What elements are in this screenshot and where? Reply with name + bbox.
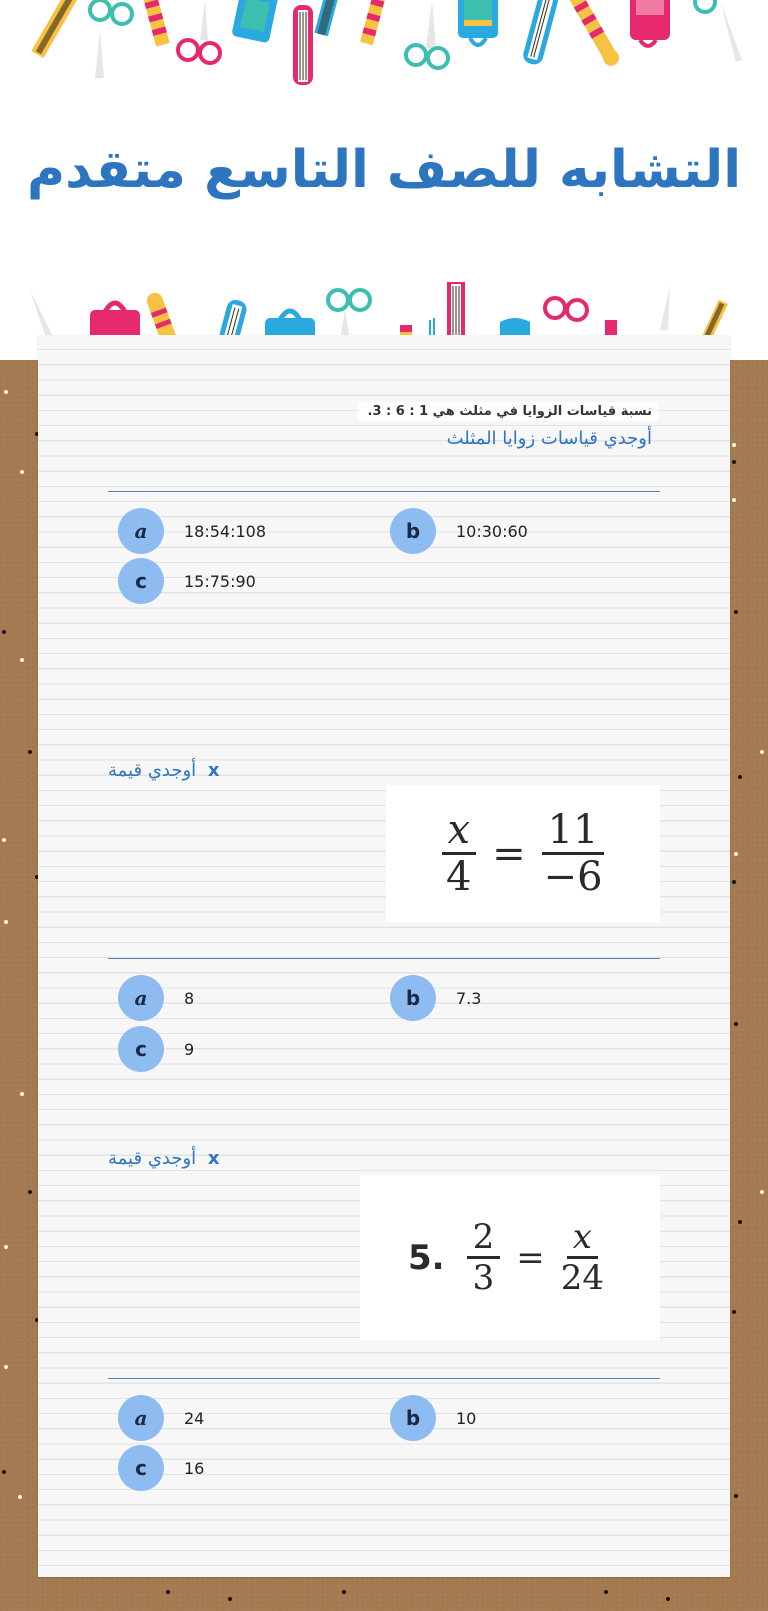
option-a[interactable] — [118, 975, 194, 1021]
option-letter-badge: a — [118, 508, 164, 554]
divider — [108, 1378, 660, 1379]
fraction-rhs — [560, 1217, 604, 1298]
denominator: 24 — [560, 1258, 604, 1298]
page-title: التشابه للصف التاسع متقدم — [26, 140, 742, 200]
divider — [108, 491, 660, 492]
option-letter-badge: b — [390, 508, 436, 554]
decoration-dot — [4, 1365, 8, 1369]
decoration-dot — [28, 750, 32, 754]
question-prompt-text: أوجدي قيمة — [108, 760, 197, 781]
option-text: 10:30:60 — [456, 521, 528, 541]
option-b[interactable] — [390, 975, 481, 1021]
decoration-dot — [166, 1590, 170, 1594]
decoration-dot — [760, 1190, 764, 1194]
equals-sign: = — [516, 1237, 545, 1278]
option-text: 15:75:90 — [184, 571, 256, 591]
fraction-lhs — [442, 807, 477, 900]
option-text: 8 — [184, 988, 195, 1008]
decoration-dot — [732, 498, 736, 502]
denominator: 4 — [446, 854, 472, 900]
option-text: 16 — [184, 1458, 205, 1478]
option-letter-badge: b — [390, 975, 436, 1021]
decoration-dot — [4, 1245, 8, 1249]
numerator: 11 — [542, 810, 605, 855]
option-text: 24 — [184, 1408, 205, 1428]
option-text: 7.3 — [456, 988, 482, 1008]
decoration-dot — [2, 630, 6, 634]
decoration-dot — [20, 470, 24, 474]
option-text: 9 — [184, 1039, 195, 1059]
option-letter-badge: a — [118, 1395, 164, 1441]
numerator: x — [442, 810, 477, 855]
denominator: −6 — [543, 854, 603, 900]
option-letter-badge: a — [118, 975, 164, 1021]
decoration-dot — [666, 1597, 670, 1601]
decoration-dot — [732, 880, 736, 884]
school-supplies-illustration-icon — [0, 0, 768, 100]
decoration-dot — [734, 852, 738, 856]
problem-number: 5. — [408, 1237, 445, 1278]
decoration-dot — [342, 1590, 346, 1594]
fraction-lhs — [467, 1217, 501, 1298]
decoration-dot — [2, 838, 6, 842]
denominator: 3 — [472, 1258, 495, 1298]
decoration-dot — [4, 920, 8, 924]
decoration-dot — [734, 1022, 738, 1026]
numerator: x — [567, 1220, 598, 1259]
divider — [108, 958, 660, 959]
question-text: نسبة قياسات الزوايا في مثلث هي 1 : 6 : 3. — [358, 402, 658, 421]
option-c[interactable] — [118, 1026, 194, 1072]
decoration-dot — [760, 750, 764, 754]
decoration-dot — [28, 1190, 32, 1194]
option-letter-badge: c — [118, 1026, 164, 1072]
option-text: 18:54:108 — [184, 521, 267, 541]
fraction-rhs — [542, 807, 605, 900]
option-letter-badge: b — [390, 1395, 436, 1441]
decoration-dot — [18, 1495, 22, 1499]
option-c[interactable] — [118, 558, 256, 604]
decoration-dot — [20, 658, 24, 662]
question-prompt: أوجدي قياسات زوايا المثلث — [446, 428, 652, 449]
numerator: 2 — [467, 1220, 501, 1259]
decoration-dot — [228, 1597, 232, 1601]
equation-image — [386, 785, 660, 922]
decorative-banner-bottom — [0, 270, 768, 340]
decoration-dot — [734, 610, 738, 614]
question-prompt — [108, 1148, 220, 1169]
option-a[interactable] — [118, 508, 266, 554]
option-c[interactable] — [118, 1445, 204, 1491]
option-b[interactable] — [390, 508, 528, 554]
option-b[interactable] — [390, 1395, 476, 1441]
decoration-dot — [732, 460, 736, 464]
option-text: 10 — [456, 1408, 477, 1428]
equals-sign: = — [492, 830, 526, 877]
decoration-dot — [604, 1590, 608, 1594]
decoration-dot — [738, 1220, 742, 1224]
equation-image — [360, 1175, 660, 1340]
decoration-dot — [20, 1092, 24, 1096]
question-prompt-text: أوجدي قيمة — [108, 1148, 197, 1169]
decoration-dot — [732, 443, 736, 447]
decoration-dot — [732, 1310, 736, 1314]
x-variable-icon: x — [207, 760, 220, 781]
school-supplies-illustration-icon — [0, 270, 768, 340]
option-letter-badge: c — [118, 1445, 164, 1491]
option-letter-badge: c — [118, 558, 164, 604]
option-a[interactable] — [118, 1395, 204, 1441]
decoration-dot — [4, 390, 8, 394]
question-prompt — [108, 760, 220, 781]
x-variable-icon: x — [207, 1148, 220, 1169]
decoration-dot — [734, 1494, 738, 1498]
decoration-dot — [738, 775, 742, 779]
decorative-banner-top — [0, 0, 768, 100]
decoration-dot — [2, 1470, 6, 1474]
